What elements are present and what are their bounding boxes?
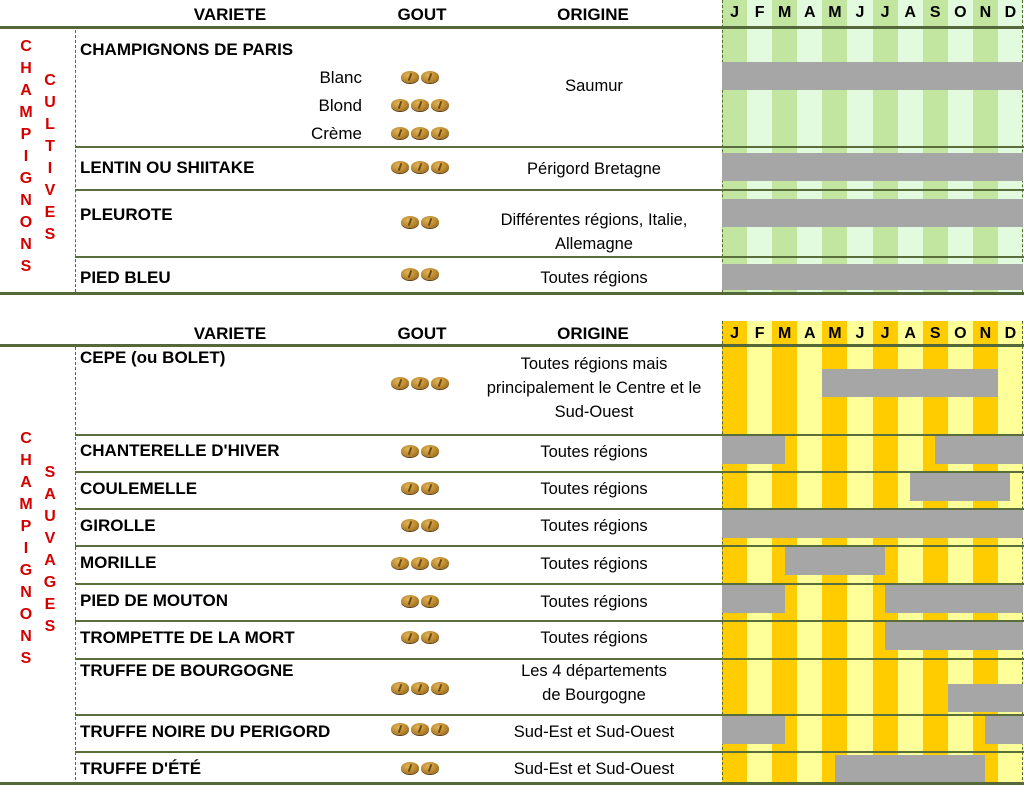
header-origine: ORIGINE	[557, 5, 629, 24]
section-label-letter: U	[44, 508, 56, 525]
month-label: J	[880, 325, 890, 342]
mushroom-icon	[391, 377, 409, 389]
section-label-letter: V	[44, 182, 56, 199]
section-label	[42, 70, 58, 246]
origin-line: Toutes régions	[540, 593, 648, 611]
origin-line: Sud-Est et Sud-Ouest	[513, 723, 675, 741]
row-divider	[75, 583, 1024, 585]
variety-name: TRUFFE DE BOURGOGNE	[80, 661, 294, 680]
season-bar	[885, 585, 1023, 613]
section-label-letter: S	[44, 464, 56, 481]
mushroom-icon	[431, 682, 449, 694]
origin-cell	[462, 477, 726, 501]
variety-name: TRUFFE D'ÉTÉ	[80, 759, 202, 778]
season-bar	[722, 62, 1023, 90]
section-rule	[0, 292, 1024, 295]
season-bar	[722, 264, 1023, 290]
month-label: J	[730, 325, 739, 342]
month-label: N	[979, 4, 992, 21]
origin-cell	[462, 514, 726, 538]
row-divider	[75, 751, 1024, 753]
mushroom-icon	[421, 762, 439, 774]
month-label: A	[904, 4, 916, 21]
mushroom-icon	[431, 723, 449, 735]
label-divider	[75, 347, 76, 785]
origin-line: Sud-Ouest	[554, 403, 634, 421]
section-label-letter: U	[44, 94, 56, 111]
gout-rating	[360, 126, 480, 144]
season-bar	[910, 473, 1010, 501]
origin-cell	[462, 74, 726, 98]
section-label-letter: A	[44, 552, 56, 569]
section-label-letter: V	[44, 530, 56, 547]
section-label-letter: M	[19, 496, 33, 513]
mushroom-icon	[431, 161, 449, 173]
section-label	[18, 36, 34, 278]
section-label	[18, 428, 34, 670]
mushroom-icon	[421, 482, 439, 494]
origin-cell	[462, 720, 726, 744]
section-label-letter: S	[44, 618, 56, 635]
section-label-letter: E	[44, 204, 56, 221]
month-label: D	[1004, 4, 1017, 21]
row-divider	[75, 714, 1024, 716]
month-label: F	[754, 4, 765, 21]
season-bar	[722, 510, 1023, 538]
mushroom-icon	[401, 762, 419, 774]
month-label: M	[828, 4, 842, 21]
mushroom-icon	[401, 216, 419, 228]
variety-name: GIROLLE	[80, 516, 156, 535]
header-variete: VARIETE	[193, 324, 267, 343]
origin-cell	[462, 626, 726, 650]
section-label-letter: M	[19, 104, 33, 121]
month-label: S	[929, 325, 941, 342]
origin-line: Différentes régions, Italie,	[500, 211, 688, 229]
variety-name: PIED BLEU	[80, 268, 171, 287]
origin-line: Périgord Bretagne	[527, 160, 661, 178]
gout-rating	[360, 98, 480, 116]
mushroom-icon	[391, 682, 409, 694]
month-label: J	[880, 4, 890, 21]
variety-name: PIED DE MOUTON	[80, 591, 228, 610]
variety-name: CHANTERELLE D'HIVER	[80, 441, 280, 460]
origin-line: Toutes régions	[540, 443, 648, 461]
mushroom-icon	[421, 216, 439, 228]
mushroom-icon	[411, 127, 429, 139]
mushroom-icon	[411, 99, 429, 111]
section-label-letter: H	[20, 452, 32, 469]
month-label: O	[954, 325, 967, 342]
mushroom-icon	[411, 161, 429, 173]
season-bar	[948, 684, 1023, 712]
section-label-letter: I	[23, 148, 29, 165]
section-label-letter: O	[19, 214, 33, 231]
origin-cell	[462, 552, 726, 576]
section-label-letter: T	[45, 138, 55, 155]
mushroom-icon	[421, 445, 439, 457]
row-divider	[75, 146, 1024, 148]
mushroom-icon	[421, 595, 439, 607]
origin-cell	[462, 440, 726, 464]
variety-name: CHAMPIGNONS DE PARIS	[80, 40, 294, 59]
section-label-letter: N	[20, 236, 32, 253]
section-label-letter: C	[20, 38, 32, 55]
row-divider	[75, 189, 1024, 191]
month-label: A	[804, 4, 816, 21]
mushroom-icon	[411, 557, 429, 569]
month-label: J	[855, 325, 865, 342]
mushroom-icon	[391, 557, 409, 569]
sub-variety: Blanc	[319, 68, 362, 87]
origin-line: Sud-Est et Sud-Ouest	[513, 760, 675, 778]
origin-cell	[462, 266, 726, 290]
season-bar	[722, 199, 1023, 227]
month-label: M	[778, 4, 792, 21]
mushroom-icon	[401, 482, 419, 494]
season-bar	[935, 436, 1023, 464]
origin-cell	[462, 590, 726, 614]
mushroom-icon	[431, 127, 449, 139]
month-label: O	[954, 4, 967, 21]
month-label: A	[804, 325, 816, 342]
section-label-letter: N	[20, 192, 32, 209]
origin-line: Toutes régions	[540, 517, 648, 535]
section-label-letter: S	[44, 226, 56, 243]
mushroom-icon	[391, 723, 409, 735]
section-label-letter: E	[44, 596, 56, 613]
variety-name: PLEUROTE	[80, 205, 173, 224]
mushroom-icon	[391, 127, 409, 139]
season-bar	[785, 547, 885, 575]
variety-name: TROMPETTE DE LA MORT	[80, 628, 295, 647]
season-bar	[722, 436, 785, 464]
header-gout: GOUT	[397, 5, 447, 24]
variety-name: CEPE (ou BOLET)	[80, 348, 226, 367]
origin-line: Saumur	[565, 77, 623, 95]
mushroom-icon	[401, 445, 419, 457]
mushroom-icon	[421, 519, 439, 531]
variety-name: COULEMELLE	[80, 479, 198, 498]
season-bar	[822, 369, 998, 397]
section-label-letter: N	[20, 628, 32, 645]
origin-line: Toutes régions	[540, 629, 648, 647]
month-label: D	[1004, 325, 1017, 342]
origin-cell	[462, 352, 726, 424]
origin-line: de Bourgogne	[542, 686, 646, 704]
section-label-letter: I	[23, 540, 29, 557]
section-label-letter: P	[20, 126, 32, 143]
month-label: N	[979, 325, 992, 342]
variety-name: LENTIN OU SHIITAKE	[80, 158, 255, 177]
section-label-letter: A	[20, 474, 32, 491]
mushroom-icon	[411, 682, 429, 694]
month-label: J	[855, 4, 865, 21]
month-label: S	[929, 4, 941, 21]
mushroom-icon	[421, 268, 439, 280]
month-label: A	[904, 325, 916, 342]
mushroom-icon	[391, 99, 409, 111]
row-divider	[75, 434, 1024, 436]
section-label-letter: A	[44, 486, 56, 503]
section-label-letter: G	[19, 170, 33, 187]
mushroom-icon	[411, 723, 429, 735]
mushroom-icon	[421, 631, 439, 643]
section-label-letter: S	[20, 258, 32, 275]
origin-cell	[462, 157, 726, 181]
section-label-letter: O	[19, 606, 33, 623]
origin-cell	[462, 208, 726, 256]
section-label-letter: I	[47, 160, 53, 177]
origin-line: principalement le Centre et le	[486, 379, 702, 397]
label-divider	[75, 30, 76, 292]
mushroom-icon	[401, 71, 419, 83]
row-divider	[75, 620, 1024, 622]
section-label-letter: G	[43, 574, 57, 591]
mushroom-icon	[401, 268, 419, 280]
month-label: F	[754, 325, 765, 342]
origin-line: Toutes régions	[540, 480, 648, 498]
section-label-letter: P	[20, 518, 32, 535]
season-bar	[885, 622, 1023, 650]
season-bar	[835, 755, 986, 783]
mushroom-icon	[421, 71, 439, 83]
mushroom-icon	[391, 161, 409, 173]
section-label-letter: L	[45, 116, 55, 133]
header-rule	[0, 26, 1024, 29]
origin-line: Allemagne	[555, 235, 633, 253]
month-label: J	[730, 4, 739, 21]
header-variete: VARIETE	[193, 5, 267, 24]
header-rule	[0, 344, 1024, 347]
origin-line: Toutes régions mais	[520, 355, 668, 373]
origin-line: Toutes régions	[540, 269, 648, 287]
row-divider	[75, 256, 1024, 258]
mushroom-icon	[431, 377, 449, 389]
origin-line: Toutes régions	[540, 555, 648, 573]
season-bar	[985, 716, 1023, 744]
section-label-letter: N	[20, 584, 32, 601]
season-bar	[722, 585, 785, 613]
sub-variety: Blond	[318, 96, 362, 115]
month-label: M	[828, 325, 842, 342]
section-label-letter: H	[20, 60, 32, 77]
origin-cell	[462, 659, 726, 707]
sub-variety: Crème	[310, 124, 362, 143]
season-bar	[722, 153, 1023, 181]
section-label-letter: A	[20, 82, 32, 99]
header-origine: ORIGINE	[557, 324, 629, 343]
mushroom-icon	[401, 595, 419, 607]
month-label: M	[778, 325, 792, 342]
section-label-letter: G	[19, 562, 33, 579]
section-label-letter: C	[20, 430, 32, 447]
mushroom-icon	[401, 631, 419, 643]
row-divider	[75, 471, 1024, 473]
variety-name: MORILLE	[80, 553, 157, 572]
mushroom-icon	[411, 377, 429, 389]
mushroom-icon	[431, 557, 449, 569]
variety-name: TRUFFE NOIRE DU PERIGORD	[80, 722, 331, 741]
mushroom-icon	[401, 519, 419, 531]
section-label-letter: C	[44, 72, 56, 89]
header-gout: GOUT	[397, 324, 447, 343]
section-label	[42, 462, 58, 638]
origin-cell	[462, 757, 726, 781]
season-bar	[722, 716, 785, 744]
mushroom-icon	[431, 99, 449, 111]
section-label-letter: S	[20, 650, 32, 667]
origin-line: Les 4 départements	[521, 662, 667, 680]
